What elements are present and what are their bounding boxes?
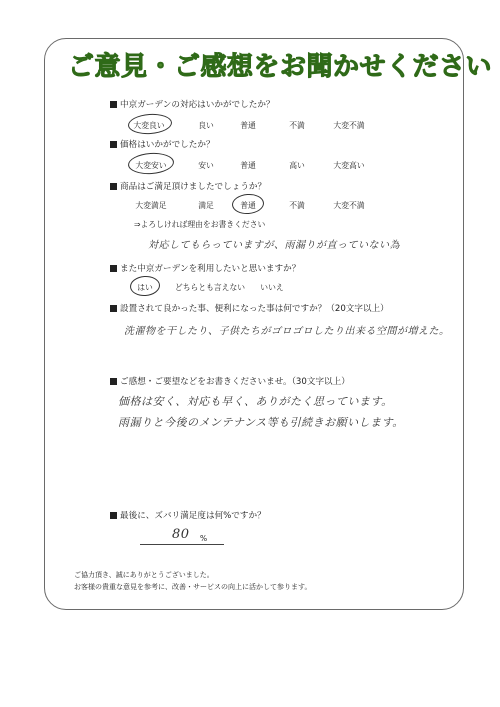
q3-option-satisfied[interactable]: 満足 (198, 201, 214, 210)
bullet-square-icon (110, 512, 117, 519)
bullet-square-icon (110, 101, 117, 108)
question-feedback-text: ご感想・ご要望などをお書きくださいませ。（30文字以上） (120, 377, 350, 387)
question-price-text: 価格はいかがでしたか？ (120, 140, 215, 150)
bullet-square-icon (110, 141, 117, 148)
satisfaction-unit: % (200, 534, 208, 543)
question-satisfaction-text: 最後に、ズバリ満足度は何%ですか？ (120, 511, 266, 521)
question-price (110, 138, 215, 150)
q4-option-neither[interactable]: どちらとも言えない (174, 283, 246, 292)
bullet-square-icon (110, 305, 117, 312)
q4-option-no[interactable]: いいえ (260, 283, 284, 292)
footer-thanks: ご協力頂き、誠にありがとうございました。 (74, 571, 214, 579)
q3-option-very-unsatisfied[interactable]: 大変不満 (333, 201, 365, 210)
question-feedback (110, 375, 350, 387)
question-reuse-text: また中京ガーデンを利用したいと思いますか？ (120, 264, 301, 274)
q1-option-good[interactable]: 良い (198, 121, 214, 130)
q3-option-very-satisfied[interactable]: 大変満足 (135, 201, 167, 210)
bullet-square-icon (110, 265, 117, 272)
reason-answer[interactable]: 対応してもらっていますが、雨漏りが直っていない為 (148, 240, 400, 251)
question-service-text: 中京ガーデンの対応はいかがでしたか？ (120, 100, 275, 110)
q2-option-cheap[interactable]: 安い (198, 161, 214, 170)
feedback-answer-line1[interactable]: 価格は安く、対応も早く、ありがたく思っています。 (118, 395, 393, 408)
question-product-text: 商品はご満足頂けましたでしょうか？ (120, 182, 267, 192)
q2-option-very-cheap[interactable]: 大変安い (135, 161, 167, 170)
footer-message: お客様の貴重な意見を参考に、改善・サービスの向上に活かして参ります。 (74, 583, 312, 591)
question-benefit-text: 設置されて良かった事、便利になった事は何ですか？（20文字以上） (120, 304, 389, 314)
satisfaction-underline (140, 544, 224, 545)
question-satisfaction (110, 509, 266, 521)
q1-option-normal[interactable]: 普通 (240, 121, 256, 130)
bullet-square-icon (110, 378, 117, 385)
q2-option-expensive[interactable]: 高い (289, 161, 305, 170)
question-benefit (110, 302, 389, 314)
q4-option-yes[interactable]: はい (137, 283, 153, 292)
q1-option-unsatisfied[interactable]: 不満 (289, 121, 305, 130)
feedback-answer-line2[interactable]: 雨漏りと今後のメンテナンス等も引続きお願いします。 (118, 416, 404, 429)
q3-option-normal[interactable]: 普通 (240, 201, 256, 210)
q2-option-very-expensive[interactable]: 大変高い (333, 161, 365, 170)
q2-option-normal[interactable]: 普通 (240, 161, 256, 170)
reason-prompt: ⇒よろしければ理由をお書きください (134, 220, 266, 229)
question-service (110, 98, 275, 110)
question-reuse (110, 262, 300, 274)
q1-option-very-unsatisfied[interactable]: 大変不満 (333, 121, 365, 130)
question-product (110, 180, 266, 192)
q3-option-unsatisfied[interactable]: 不満 (289, 201, 305, 210)
form-title: ご意見・ご感想をお聞かせください (68, 52, 493, 82)
satisfaction-value[interactable]: 80 (172, 527, 190, 542)
bullet-square-icon (110, 183, 117, 190)
q1-option-very-good[interactable]: 大変良い (133, 121, 165, 130)
benefit-answer[interactable]: 洗濯物を干したり、子供たちがゴロゴロしたり出来る空間が増えた。 (124, 326, 450, 337)
